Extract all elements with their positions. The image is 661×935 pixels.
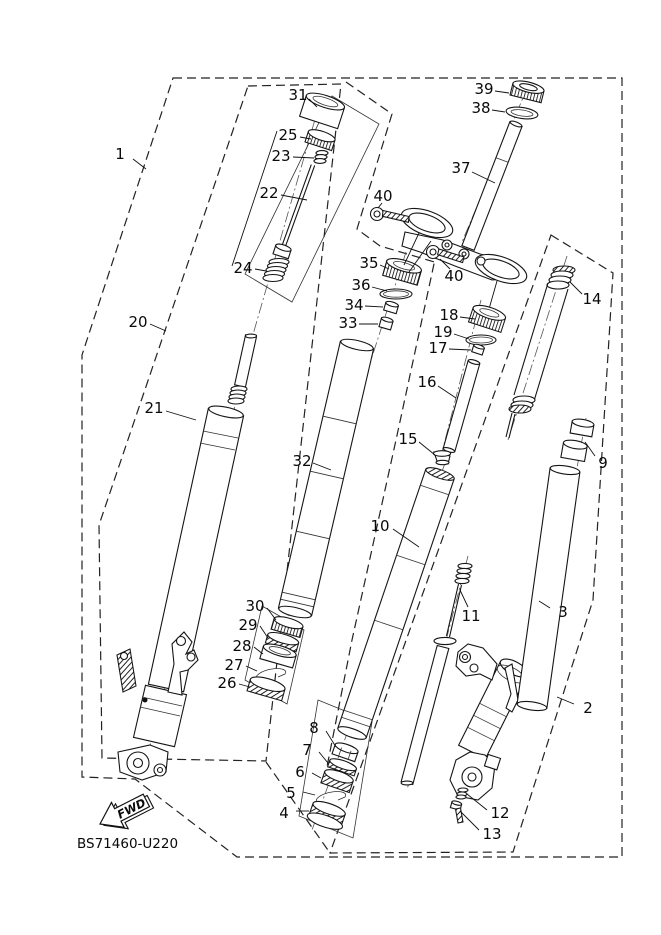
part-19-oring bbox=[466, 335, 496, 345]
part-label-29: 29 bbox=[238, 616, 258, 634]
part-label-30: 30 bbox=[245, 597, 265, 615]
part-label-1: 1 bbox=[115, 145, 125, 163]
part-label-39: 39 bbox=[474, 80, 494, 98]
part-9-spacers bbox=[561, 418, 595, 462]
fwd-arrow bbox=[94, 787, 157, 840]
part-18 bbox=[469, 302, 508, 332]
part-label-27: 27 bbox=[224, 656, 244, 674]
spring-14 bbox=[506, 266, 575, 438]
part-label-8: 8 bbox=[309, 719, 319, 737]
part-24-spring bbox=[263, 259, 289, 282]
part-label-22: 22 bbox=[259, 184, 279, 202]
seal-stack-right bbox=[306, 741, 360, 833]
inner-tube-10 bbox=[337, 465, 456, 742]
part-5-clip bbox=[316, 792, 345, 802]
stem-tube-37 bbox=[462, 120, 523, 250]
part-39 bbox=[510, 78, 545, 102]
part-label-35: 35 bbox=[359, 254, 379, 272]
cartridge-tube-top bbox=[228, 334, 257, 404]
part-label-23: 23 bbox=[271, 147, 291, 165]
part-22-rod bbox=[273, 165, 315, 259]
part-label-18: 18 bbox=[439, 306, 459, 324]
part-label-3: 3 bbox=[558, 603, 568, 621]
part-12-spring bbox=[456, 788, 468, 799]
outer-tube-3 bbox=[517, 464, 581, 712]
part-label-16: 16 bbox=[417, 373, 437, 391]
rod-tube-16 bbox=[443, 359, 480, 454]
part-label-9: 9 bbox=[598, 454, 608, 472]
part-34 bbox=[384, 300, 399, 313]
part-label-24: 24 bbox=[233, 259, 253, 277]
fwd-arrow-label: FWD bbox=[114, 795, 148, 822]
part-label-14: 14 bbox=[582, 290, 602, 308]
lower-triple-clamp bbox=[398, 202, 531, 309]
part-35 bbox=[383, 256, 423, 286]
part-label-36: 36 bbox=[351, 276, 371, 294]
part-label-17: 17 bbox=[428, 339, 448, 357]
part-label-15: 15 bbox=[398, 430, 418, 448]
part-label-21: 21 bbox=[144, 399, 164, 417]
right-outer-tube-group bbox=[506, 266, 594, 712]
part-label-38: 38 bbox=[471, 99, 491, 117]
part-label-40a: 40 bbox=[373, 187, 393, 205]
part-label-37: 37 bbox=[451, 159, 471, 177]
part-label-20: 20 bbox=[128, 313, 148, 331]
part-label-6: 6 bbox=[295, 763, 305, 781]
right-lower-leg bbox=[450, 644, 530, 800]
part-23 bbox=[314, 151, 328, 164]
bolt-40a bbox=[371, 208, 410, 223]
part-label-7: 7 bbox=[302, 741, 312, 759]
part-label-28: 28 bbox=[232, 637, 252, 655]
part-label-2: 2 bbox=[583, 699, 593, 717]
part-label-4: 4 bbox=[279, 804, 289, 822]
part-15-cup bbox=[433, 451, 450, 465]
part-label-31: 31 bbox=[288, 86, 308, 104]
part-26 bbox=[247, 674, 286, 701]
part-label-40b: 40 bbox=[444, 267, 464, 285]
part-4 bbox=[306, 798, 349, 833]
part-label-11: 11 bbox=[461, 607, 481, 625]
inner-tube-32 bbox=[278, 337, 374, 620]
part-label-25: 25 bbox=[278, 126, 298, 144]
part-label-34: 34 bbox=[344, 296, 364, 314]
part-label-12: 12 bbox=[490, 804, 510, 822]
part-label-19: 19 bbox=[433, 323, 453, 341]
part-label-33: 33 bbox=[338, 314, 358, 332]
outer-tube-21 bbox=[148, 404, 244, 692]
diagram-code: BS71460-U220 bbox=[77, 836, 179, 852]
part-label-26: 26 bbox=[217, 674, 237, 692]
part-label-10: 10 bbox=[370, 517, 390, 535]
part-label-5: 5 bbox=[286, 784, 296, 802]
part-label-13: 13 bbox=[482, 825, 502, 843]
part-38-washer bbox=[505, 105, 538, 120]
part-label-32: 32 bbox=[292, 452, 312, 470]
